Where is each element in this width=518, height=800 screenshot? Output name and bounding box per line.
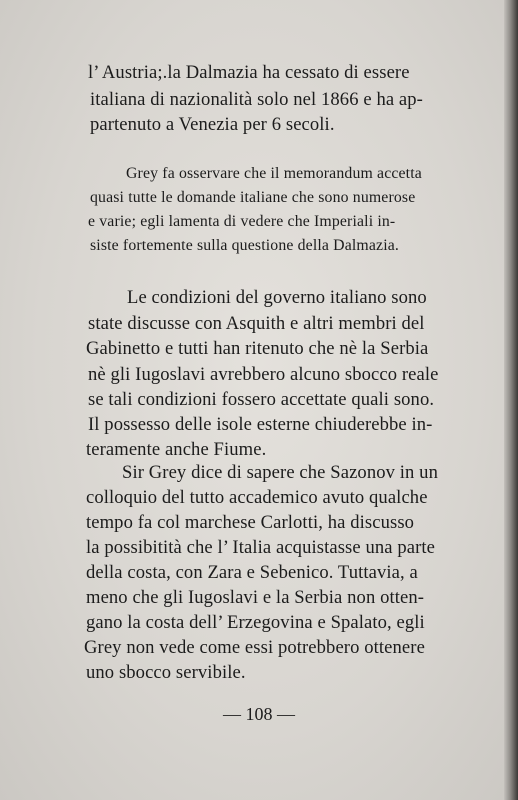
text-line: partenuto a Venezia per 6 secoli. (90, 114, 335, 135)
text-line: Le condizioni del governo italiano sono (127, 287, 427, 308)
book-spine-shadow (504, 0, 518, 800)
text-line: Grey fa osservare che il memorandum accetta (126, 165, 422, 182)
text-line: Il possesso delle isole esterne chiuderebbe in- (88, 414, 433, 435)
text-line: gano la costa dell’ Erzegovina e Spalato, egli (86, 612, 425, 633)
text-line: meno che gli Iugoslavi e la Serbia non otten- (86, 587, 425, 608)
text-line: italiana di nazionalità solo nel 1866 e ha ap- (90, 89, 423, 110)
text-line: tempo fa col marchese Carlotti, ha discusso (86, 512, 415, 533)
text-line: Sir Grey dice di sapere che Sazonov in un (122, 462, 438, 483)
text-line: uno sbocco servibile. (86, 662, 246, 683)
text-line: colloquio del tutto accademico avuto qualche (86, 487, 428, 508)
text-line: nè gli Iugoslavi avrebbero alcuno sbocco reale (88, 364, 439, 385)
text-line: Gabinetto e tutti han ritenuto che nè la Serbia (86, 338, 429, 359)
text-line: siste fortemente sulla questione della Dalmazia. (90, 237, 399, 254)
text-line: e varie; egli lamenta di vedere che Imperiali in- (88, 213, 396, 230)
text-line: la possibitità che l’ Italia acquistasse una parte (86, 537, 436, 558)
text-line: l’ Austria;.la Dalmazia ha cessato di essere (88, 62, 410, 83)
text-line: quasi tutte le domande italiane che sono numerose (90, 189, 416, 206)
text-line: Grey non vede come essi potrebbero ottenere (84, 637, 425, 658)
page-number: — 108 — (223, 704, 295, 724)
text-line: se tali condizioni fossero accettate quali sono. (88, 389, 435, 410)
text-line: teramente anche Fiume. (86, 439, 267, 460)
text-line: della costa, con Zara e Sebenico. Tuttavia, a (86, 562, 418, 583)
text-line: state discusse con Asquith e altri membri del (88, 313, 425, 334)
